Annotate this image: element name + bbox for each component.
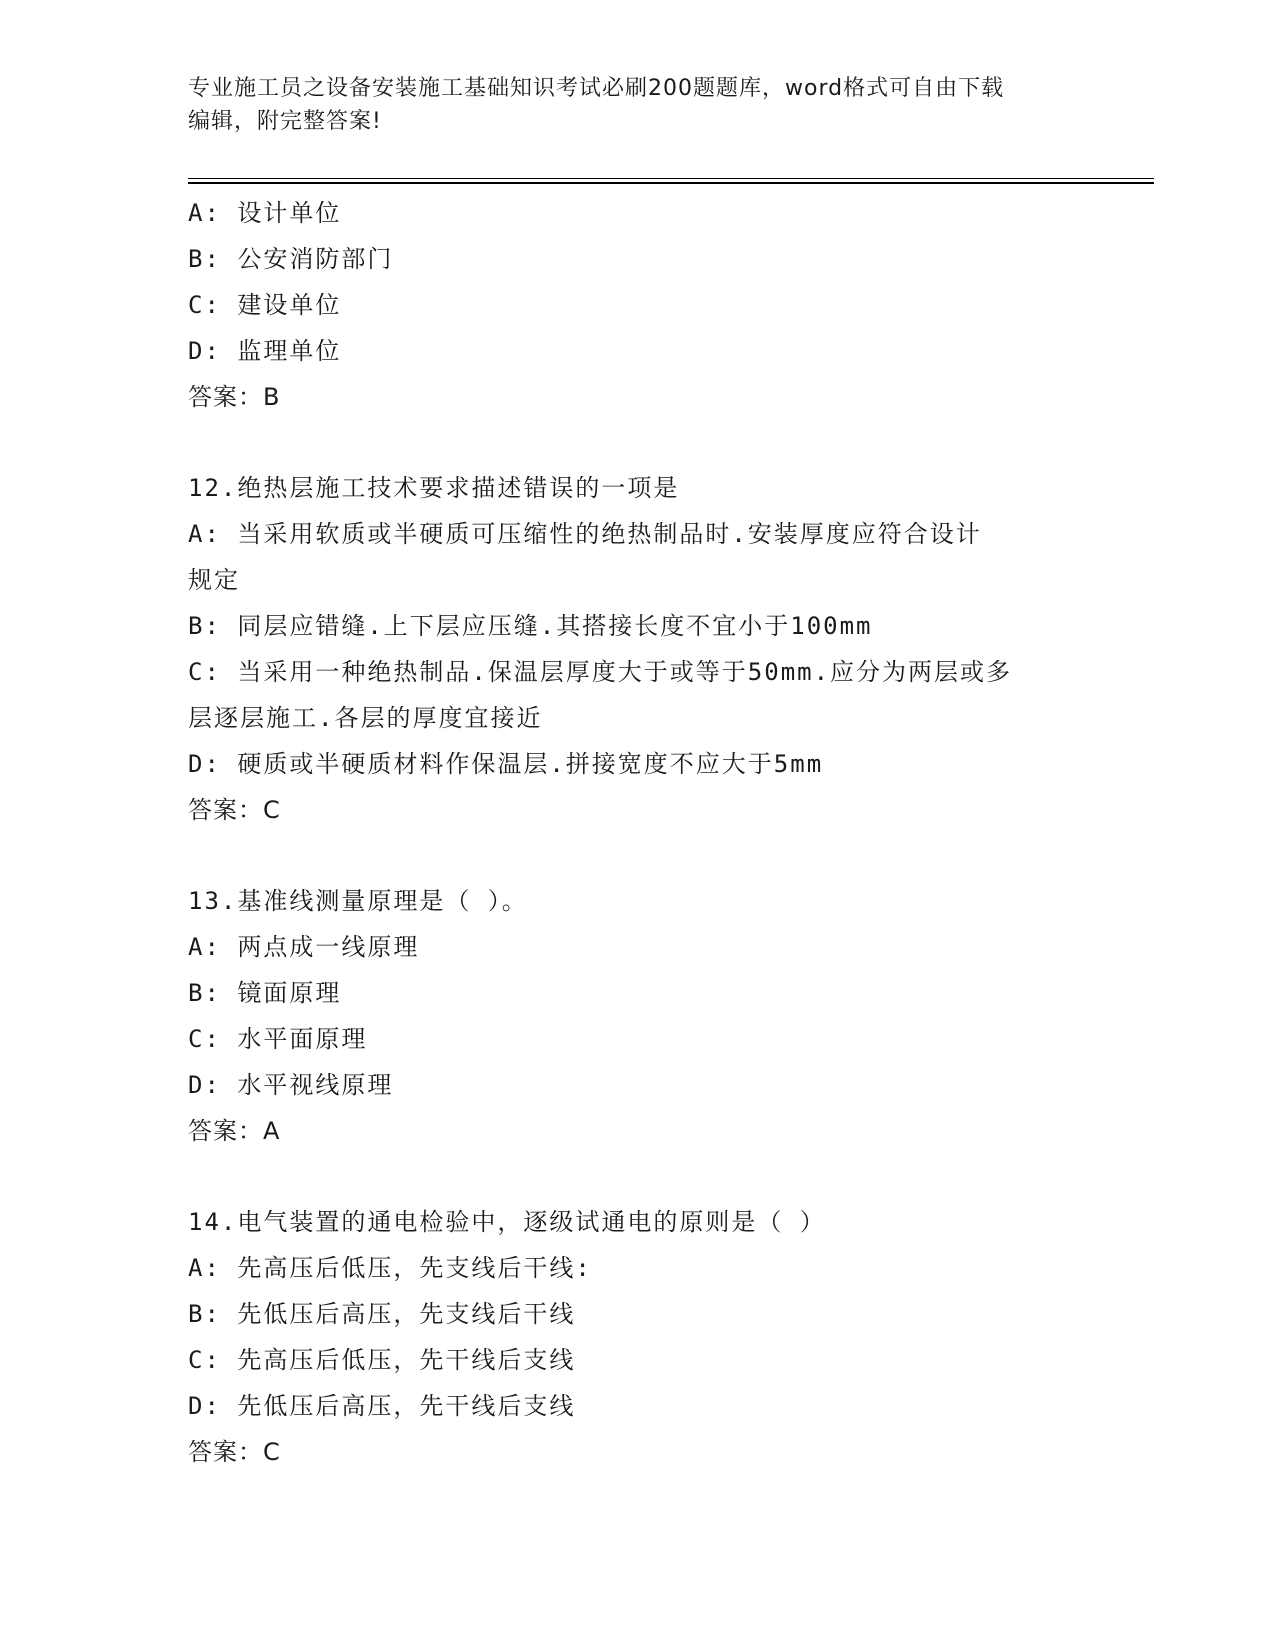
document-title — [188, 72, 1068, 138]
answer: 答案：A — [188, 1117, 281, 1145]
option-d: D: 硬质或半硬质材料作保温层.拼接宽度不应大于5mm — [188, 750, 824, 778]
question-stem: 12.绝热层施工技术要求描述错误的一项是 — [188, 474, 680, 502]
question-12 — [188, 465, 1088, 833]
option-a: A: 两点成一线原理 — [188, 933, 420, 961]
header-divider-thin — [188, 178, 1154, 179]
header-divider-thick — [188, 182, 1154, 184]
option-d: D: 水平视线原理 — [188, 1071, 394, 1099]
option-a-continued: 规定 — [188, 566, 240, 594]
question-11 — [188, 190, 1088, 420]
option-c-continued: 层逐层施工.各层的厚度宜接近 — [188, 704, 543, 732]
question-14 — [188, 1199, 1088, 1475]
question-stem: 14.电气装置的通电检验中，逐级试通电的原则是（ ） — [188, 1208, 826, 1236]
option-c: C: 先高压后低压，先干线后支线 — [188, 1346, 576, 1374]
option-c: C: 水平面原理 — [188, 1025, 368, 1053]
question-list — [188, 190, 1088, 1475]
option-d: D: 监理单位 — [188, 337, 342, 365]
answer: 答案：B — [188, 383, 281, 411]
question-stem: 13.基准线测量原理是（ ）。 — [188, 887, 528, 915]
title-line-1: 专业施工员之设备安装施工基础知识考试必刷200题题库，word格式可自由下载 — [188, 76, 1005, 101]
spacer — [188, 420, 1088, 465]
option-c: C: 建设单位 — [188, 291, 342, 319]
answer: 答案：C — [188, 1438, 281, 1466]
option-b: B: 公安消防部门 — [188, 245, 394, 273]
option-b: B: 先低压后高压，先支线后干线 — [188, 1300, 576, 1328]
answer: 答案：C — [188, 796, 281, 824]
option-a: A: 先高压后低压，先支线后干线: — [188, 1254, 592, 1282]
title-line-2: 编辑，附完整答案! — [188, 109, 382, 134]
option-a: A: 当采用软质或半硬质可压缩性的绝热制品时.安装厚度应符合设计 — [188, 520, 982, 548]
option-b: B: 镜面原理 — [188, 979, 342, 1007]
option-b: B: 同层应错缝.上下层应压缝.其搭接长度不宜小于100mm — [188, 612, 873, 640]
option-a: A: 设计单位 — [188, 199, 342, 227]
option-c: C: 当采用一种绝热制品.保温层厚度大于或等于50mm.应分为两层或多 — [188, 658, 1013, 686]
spacer — [188, 1154, 1088, 1199]
spacer — [188, 833, 1088, 878]
option-d: D: 先低压后高压，先干线后支线 — [188, 1392, 576, 1420]
question-13 — [188, 878, 1088, 1154]
